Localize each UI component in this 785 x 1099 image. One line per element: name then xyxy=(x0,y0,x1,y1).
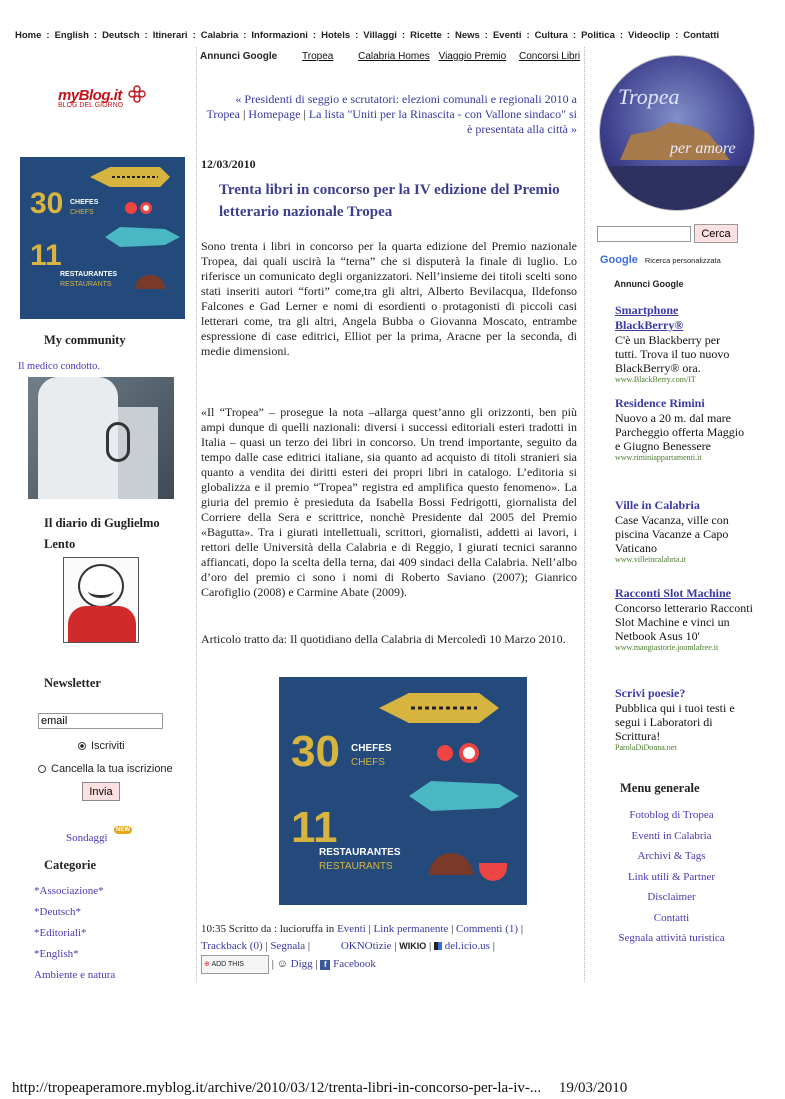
search-button[interactable]: Cerca xyxy=(694,224,738,243)
top-navigation xyxy=(15,30,745,42)
post-title[interactable]: Trenta libri in concorso per la IV edizione del Premio letterario nazionale Tropea xyxy=(219,182,560,220)
nav-item-contatti[interactable]: Contatti xyxy=(683,30,720,41)
nav-separator: | xyxy=(303,107,306,121)
ad-link-concorsi-libri[interactable]: Concorsi Libri xyxy=(519,51,581,62)
homepage-link[interactable]: Homepage xyxy=(248,107,301,121)
categorie-heading: Categorie xyxy=(44,858,97,872)
logo-title-text: Tropea xyxy=(618,84,680,109)
promo-circle-shape xyxy=(125,202,137,214)
nav-item-deutsch[interactable]: Deutsch xyxy=(102,30,140,41)
nav-item-news[interactable]: News xyxy=(454,30,480,41)
newsletter-heading: Newsletter xyxy=(44,676,101,690)
left-sidebar xyxy=(10,55,185,990)
subscribe-label: Iscriviti xyxy=(91,740,125,752)
article-number-11: 11 xyxy=(291,803,338,852)
post-paragraph-3: Articolo tratto da: Il quotidiano della Calabria di Mercoledì 10 Marzo 2010. xyxy=(201,632,566,646)
promo-number-11: 11 xyxy=(30,239,62,272)
nav-separator: : xyxy=(401,30,406,41)
ad-url[interactable]: www.riminiappartamenti.it xyxy=(615,453,702,462)
footer-delicious-link[interactable]: del.icio.us xyxy=(444,940,490,952)
facebook-icon: f xyxy=(320,960,330,970)
post-date: 12/03/2010 xyxy=(201,157,256,171)
nav-separator: : xyxy=(675,30,679,41)
menu-item-segnala[interactable]: Segnala attività turistica xyxy=(618,932,725,944)
digg-icon: ☺ xyxy=(276,958,288,971)
menu-item-archivi[interactable]: Archivi & Tags xyxy=(637,850,706,862)
footer-permalink[interactable]: Link permanente xyxy=(373,923,449,935)
article-label-restaurantes: RESTAURANTES xyxy=(319,847,401,858)
radio-unselected-icon[interactable] xyxy=(38,765,46,773)
google-logo-icon: Google xyxy=(600,254,638,266)
footer-digg-link[interactable]: Digg xyxy=(290,958,313,971)
subscribe-option[interactable] xyxy=(78,740,125,752)
next-post-link[interactable]: La lista "Uniti per la Rinascita - con Vallone sindaco" si è presentata alla città » xyxy=(308,107,577,136)
fish-illustration-icon xyxy=(90,165,170,189)
category-editoriali[interactable]: *Editoriali* xyxy=(34,927,87,939)
article-label-restaurants: RESTAURANTS xyxy=(319,861,393,872)
sondaggi-link[interactable]: Sondaggi xyxy=(66,832,108,844)
promo-label-chefs: CHEFS xyxy=(70,209,94,216)
category-deutsch[interactable]: *Deutsch* xyxy=(34,906,82,918)
post-navigation xyxy=(201,92,577,137)
post-paragraph-1: Sono trenta i libri in concorso per la quarta edizione del Premio nazionale Tropea, dai quali uscirà la “terna” che si disputerà la finale di luglio. Lo riferisce un comunicato degli organizzatori. Nell’insieme dei titoli scelti sono stati inseriti autori “forti” come,tra gli altri, Alberto Bevilacqua, Ildefonso Falcones e Gad Lerner e nomi di esordienti o protagonisti di piccoli casi letterari come, tra gli altri, Angela Bubba o Giovanna Moscato, entrambe espressione di case editrici, Elliot per la prima, Aracne per la seconda, di medie dimensioni. xyxy=(201,239,577,358)
addthis-label: ADD THIS xyxy=(211,961,244,968)
print-footer xyxy=(12,1080,627,1097)
post-footer: 10:35 Scritto da : lucioruffa in Eventi | Link permanente | Commenti (1) | Trackback (0) | Segnala | OKNOtizie | WIKIO | del.icio.us | ⊕ ADD THIS | ☺ Digg | f Facebook xyxy=(201,921,577,974)
promo-label-restaurants: RESTAURANTS xyxy=(60,281,112,288)
article-bowl-shape xyxy=(479,863,507,881)
myblog-logo-text: myBlog.it xyxy=(58,87,122,104)
diario-heading-line1: Il diario di Guglielmo xyxy=(44,516,160,530)
ad-text: C'è un Blackberry per tutti. Trova il tuo nuovo BlackBerry® ora. xyxy=(615,333,730,375)
addthis-plus-icon: ⊕ xyxy=(204,961,210,968)
nav-separator: : xyxy=(243,30,247,41)
menu-item-eventi[interactable]: Eventi in Calabria xyxy=(631,829,712,842)
new-badge: NEW xyxy=(116,827,130,833)
ad-text: Case Vacanza, ville con piscina Vacanze a Capo Vaticano xyxy=(615,513,729,555)
footer-trackback-link[interactable]: Trackback (0) xyxy=(201,940,263,952)
newsletter-email-input[interactable] xyxy=(38,713,163,729)
nav-item-villaggi[interactable]: Villaggi xyxy=(363,30,397,41)
community-heading: My community xyxy=(44,333,126,347)
right-ad-5[interactable] xyxy=(615,686,750,752)
google-search-branding xyxy=(600,250,721,268)
promo-circle-shape xyxy=(140,202,152,214)
previous-post-link[interactable]: « Presidenti di seggio e scrutatori: elezioni comunali e regionali 2010 a Tropea xyxy=(206,92,577,121)
menu-item-disclaimer[interactable]: Disclaimer xyxy=(647,891,696,903)
addthis-button[interactable] xyxy=(201,955,269,974)
ad-title[interactable]: Ville in Calabria xyxy=(615,498,700,512)
nav-item-home[interactable]: Home xyxy=(15,30,42,41)
nav-item-videoclip[interactable]: Videoclip xyxy=(628,30,671,41)
menu-item-link-utili[interactable]: Link utili & Partner xyxy=(627,870,716,883)
footer-comments-link[interactable]: Commenti (1) xyxy=(456,923,519,935)
right-ad-1[interactable] xyxy=(615,303,745,384)
print-footer-url: http://tropeaperamore.myblog.it/archive/2010/03/12/trenta-libri-in-concorso-per-la-iv-... xyxy=(12,1080,542,1096)
article-chefs-image[interactable] xyxy=(279,677,527,905)
promo-chefs-image[interactable] xyxy=(20,157,185,319)
google-ads-bar xyxy=(200,51,580,62)
ad-text: Nuovo a 20 m. dal mare Parcheggio offerta Maggio e Giugno Benessere xyxy=(615,411,745,453)
ad-title[interactable]: Smartphone BlackBerry® xyxy=(615,303,684,332)
footer-oknotizie-link[interactable]: OKNOtizie xyxy=(340,940,392,952)
diario-heading-line2: Lento xyxy=(44,537,76,551)
menu-list xyxy=(599,805,744,949)
nav-separator: : xyxy=(572,30,577,41)
caricature-body-shape xyxy=(68,606,136,643)
nav-separator: : xyxy=(526,30,530,41)
promo-label-chefes: CHEFES xyxy=(70,199,99,206)
nav-separator: : xyxy=(93,30,98,41)
unsubscribe-option[interactable] xyxy=(38,763,173,775)
myblog-logo[interactable] xyxy=(58,87,158,117)
menu-item-fotoblog[interactable]: Fotoblog di Tropea xyxy=(629,809,714,821)
site-search-input[interactable] xyxy=(597,226,691,242)
main-content xyxy=(196,47,585,982)
flower-icon xyxy=(128,85,146,103)
custom-search-label: Ricerca personalizzata xyxy=(644,256,721,265)
article-bowl-shape xyxy=(429,853,473,875)
promo-bowl-shape xyxy=(135,275,165,289)
print-footer-date: 19/03/2010 xyxy=(558,1080,628,1096)
promo-label-restaurantes: RESTAURANTES xyxy=(60,271,118,278)
right-ads-label: Annunci Google xyxy=(614,279,684,289)
nav-separator: : xyxy=(484,30,488,41)
ad-url[interactable]: ParolaDiDonna.net xyxy=(615,743,677,752)
right-ad-4[interactable] xyxy=(615,586,755,652)
ad-url[interactable]: www.mangiastorie.joomlafree.it xyxy=(615,643,719,652)
menu-item-contatti[interactable]: Contatti xyxy=(653,911,690,924)
ad-title[interactable]: Scrivi poesie? xyxy=(615,686,686,700)
category-english[interactable]: *English* xyxy=(34,948,79,960)
menu-heading: Menu generale xyxy=(620,781,700,795)
stethoscope-icon xyxy=(106,422,130,462)
article-number-30: 30 xyxy=(291,727,340,776)
delicious-icon xyxy=(434,942,442,950)
nav-separator: : xyxy=(144,30,148,41)
nav-item-ricette[interactable]: Ricette xyxy=(410,30,442,41)
footer-segnala-link[interactable]: Segnala xyxy=(270,940,306,952)
fish-illustration-icon xyxy=(379,691,499,725)
logo-subtitle-text: per amore xyxy=(670,140,736,157)
newsletter-submit-button[interactable]: Invia xyxy=(82,782,120,801)
ads-label: Annunci Google xyxy=(200,51,278,62)
ad-link-calabria-homes[interactable]: Calabria Homes xyxy=(358,51,430,62)
footer-wikio-link[interactable]: WIKIO xyxy=(399,941,427,951)
logo-sea-shape xyxy=(600,166,755,211)
article-circle-shape xyxy=(459,743,479,763)
nav-separator: : xyxy=(619,30,624,41)
nav-item-hotels[interactable]: Hotels xyxy=(321,30,351,41)
caricature-mustache-shape xyxy=(88,584,114,598)
post-footer-time: 10:35 Scritto da : lucioruffa in xyxy=(201,923,335,935)
unsubscribe-label: Cancella la tua iscrizione xyxy=(51,763,173,775)
post-paragraph-2: «Il “Tropea” – prosegue la nota –allarga quest’anno gli orizzonti, ben più ampi dunque di quelli nazionali: diversi i successi editoriali esteri tradotti in Italia – quasi un terzo dei libri in concorso. Un trend importante, seguito da tempo dalle case editrici italiane, sia quanto ad acquisto di titoli stranieri sia quanto a vendita dei diritti esteri dei propri libri in catalogo. L’editoria si globalizza e il premio “Tropea” registra ed amplifica questo fenomeno». La giuria del premio è presieduta da Isabella Bossi Fedrigotti, giornalista del Corriere della Sera e scrittrice, nonchè Presidente dal 2005 del Premio «Bagutta». Tra i giurati intellettuali, scrittori, giornalisti, addetti ai lavori, i rettori delle Università della Calabria e di Reggio, I giurati tecnici saranno affiancati, dopo la scelta della terna, dai 409 sindaci della Calabria. Nell’albo d’oro del premio ci sono i nomi di Roberto Saviano (2007); Gianrico Carofiglio (2008) e Carmine Abate (2009). xyxy=(201,405,577,599)
ad-title[interactable]: Racconti Slot Machine xyxy=(615,586,731,600)
radio-selected-icon[interactable] xyxy=(78,742,86,750)
nav-item-calabria[interactable]: Calabria xyxy=(200,30,239,41)
community-link[interactable]: Il medico condotto. xyxy=(18,361,100,372)
article-label-chefes: CHEFES xyxy=(351,743,392,754)
nav-item-cultura[interactable]: Cultura xyxy=(534,30,568,41)
footer-category-link[interactable]: Eventi xyxy=(337,923,366,935)
ad-text: Concorso letterario Racconti Slot Machine e vinci un Netbook Asus 10' xyxy=(615,601,753,643)
tropea-per-amore-logo[interactable] xyxy=(599,55,755,211)
nav-separator: : xyxy=(192,30,196,41)
footer-facebook-link[interactable]: Facebook xyxy=(333,958,376,971)
promo-number-30: 30 xyxy=(30,187,64,220)
nav-item-informazioni[interactable]: Informazioni xyxy=(251,30,308,41)
category-list xyxy=(34,885,184,990)
right-ad-3[interactable] xyxy=(615,498,750,564)
doctor-image[interactable] xyxy=(28,377,174,499)
category-associazione[interactable]: *Associazione* xyxy=(34,885,104,897)
caricature-image[interactable] xyxy=(63,557,139,643)
nav-item-itinerari[interactable]: Itinerari xyxy=(152,30,188,41)
ad-link-tropea[interactable]: Tropea xyxy=(302,51,334,62)
ad-url[interactable]: www.BlackBerry.com/IT xyxy=(615,375,696,384)
ad-url[interactable]: www.villeincalabria.it xyxy=(615,555,687,564)
right-ad-2[interactable] xyxy=(615,396,750,462)
nav-separator: | xyxy=(243,107,246,121)
ad-text: Pubblica qui i tuoi testi e segui i Laboratori di Scrittura! xyxy=(615,701,735,743)
fish-illustration-icon xyxy=(105,227,180,247)
ad-link-viaggio-premio[interactable]: Viaggio Premio xyxy=(438,51,507,62)
article-label-chefs: CHEFS xyxy=(351,757,385,768)
fish-illustration-icon xyxy=(409,781,519,811)
nav-separator: : xyxy=(355,30,359,41)
article-circle-shape xyxy=(437,745,453,761)
nav-item-politica[interactable]: Politica xyxy=(581,30,615,41)
nav-item-english[interactable]: English xyxy=(54,30,89,41)
ad-title[interactable]: Residence Rimini xyxy=(615,396,705,410)
category-ambiente[interactable]: Ambiente e natura xyxy=(34,969,116,981)
nav-separator: : xyxy=(446,30,450,41)
nav-separator: : xyxy=(312,30,317,41)
myblog-logo-subtitle: BLOG DEL GIORNO xyxy=(58,102,124,109)
nav-item-eventi[interactable]: Eventi xyxy=(492,30,522,41)
nav-separator: : xyxy=(46,30,50,41)
